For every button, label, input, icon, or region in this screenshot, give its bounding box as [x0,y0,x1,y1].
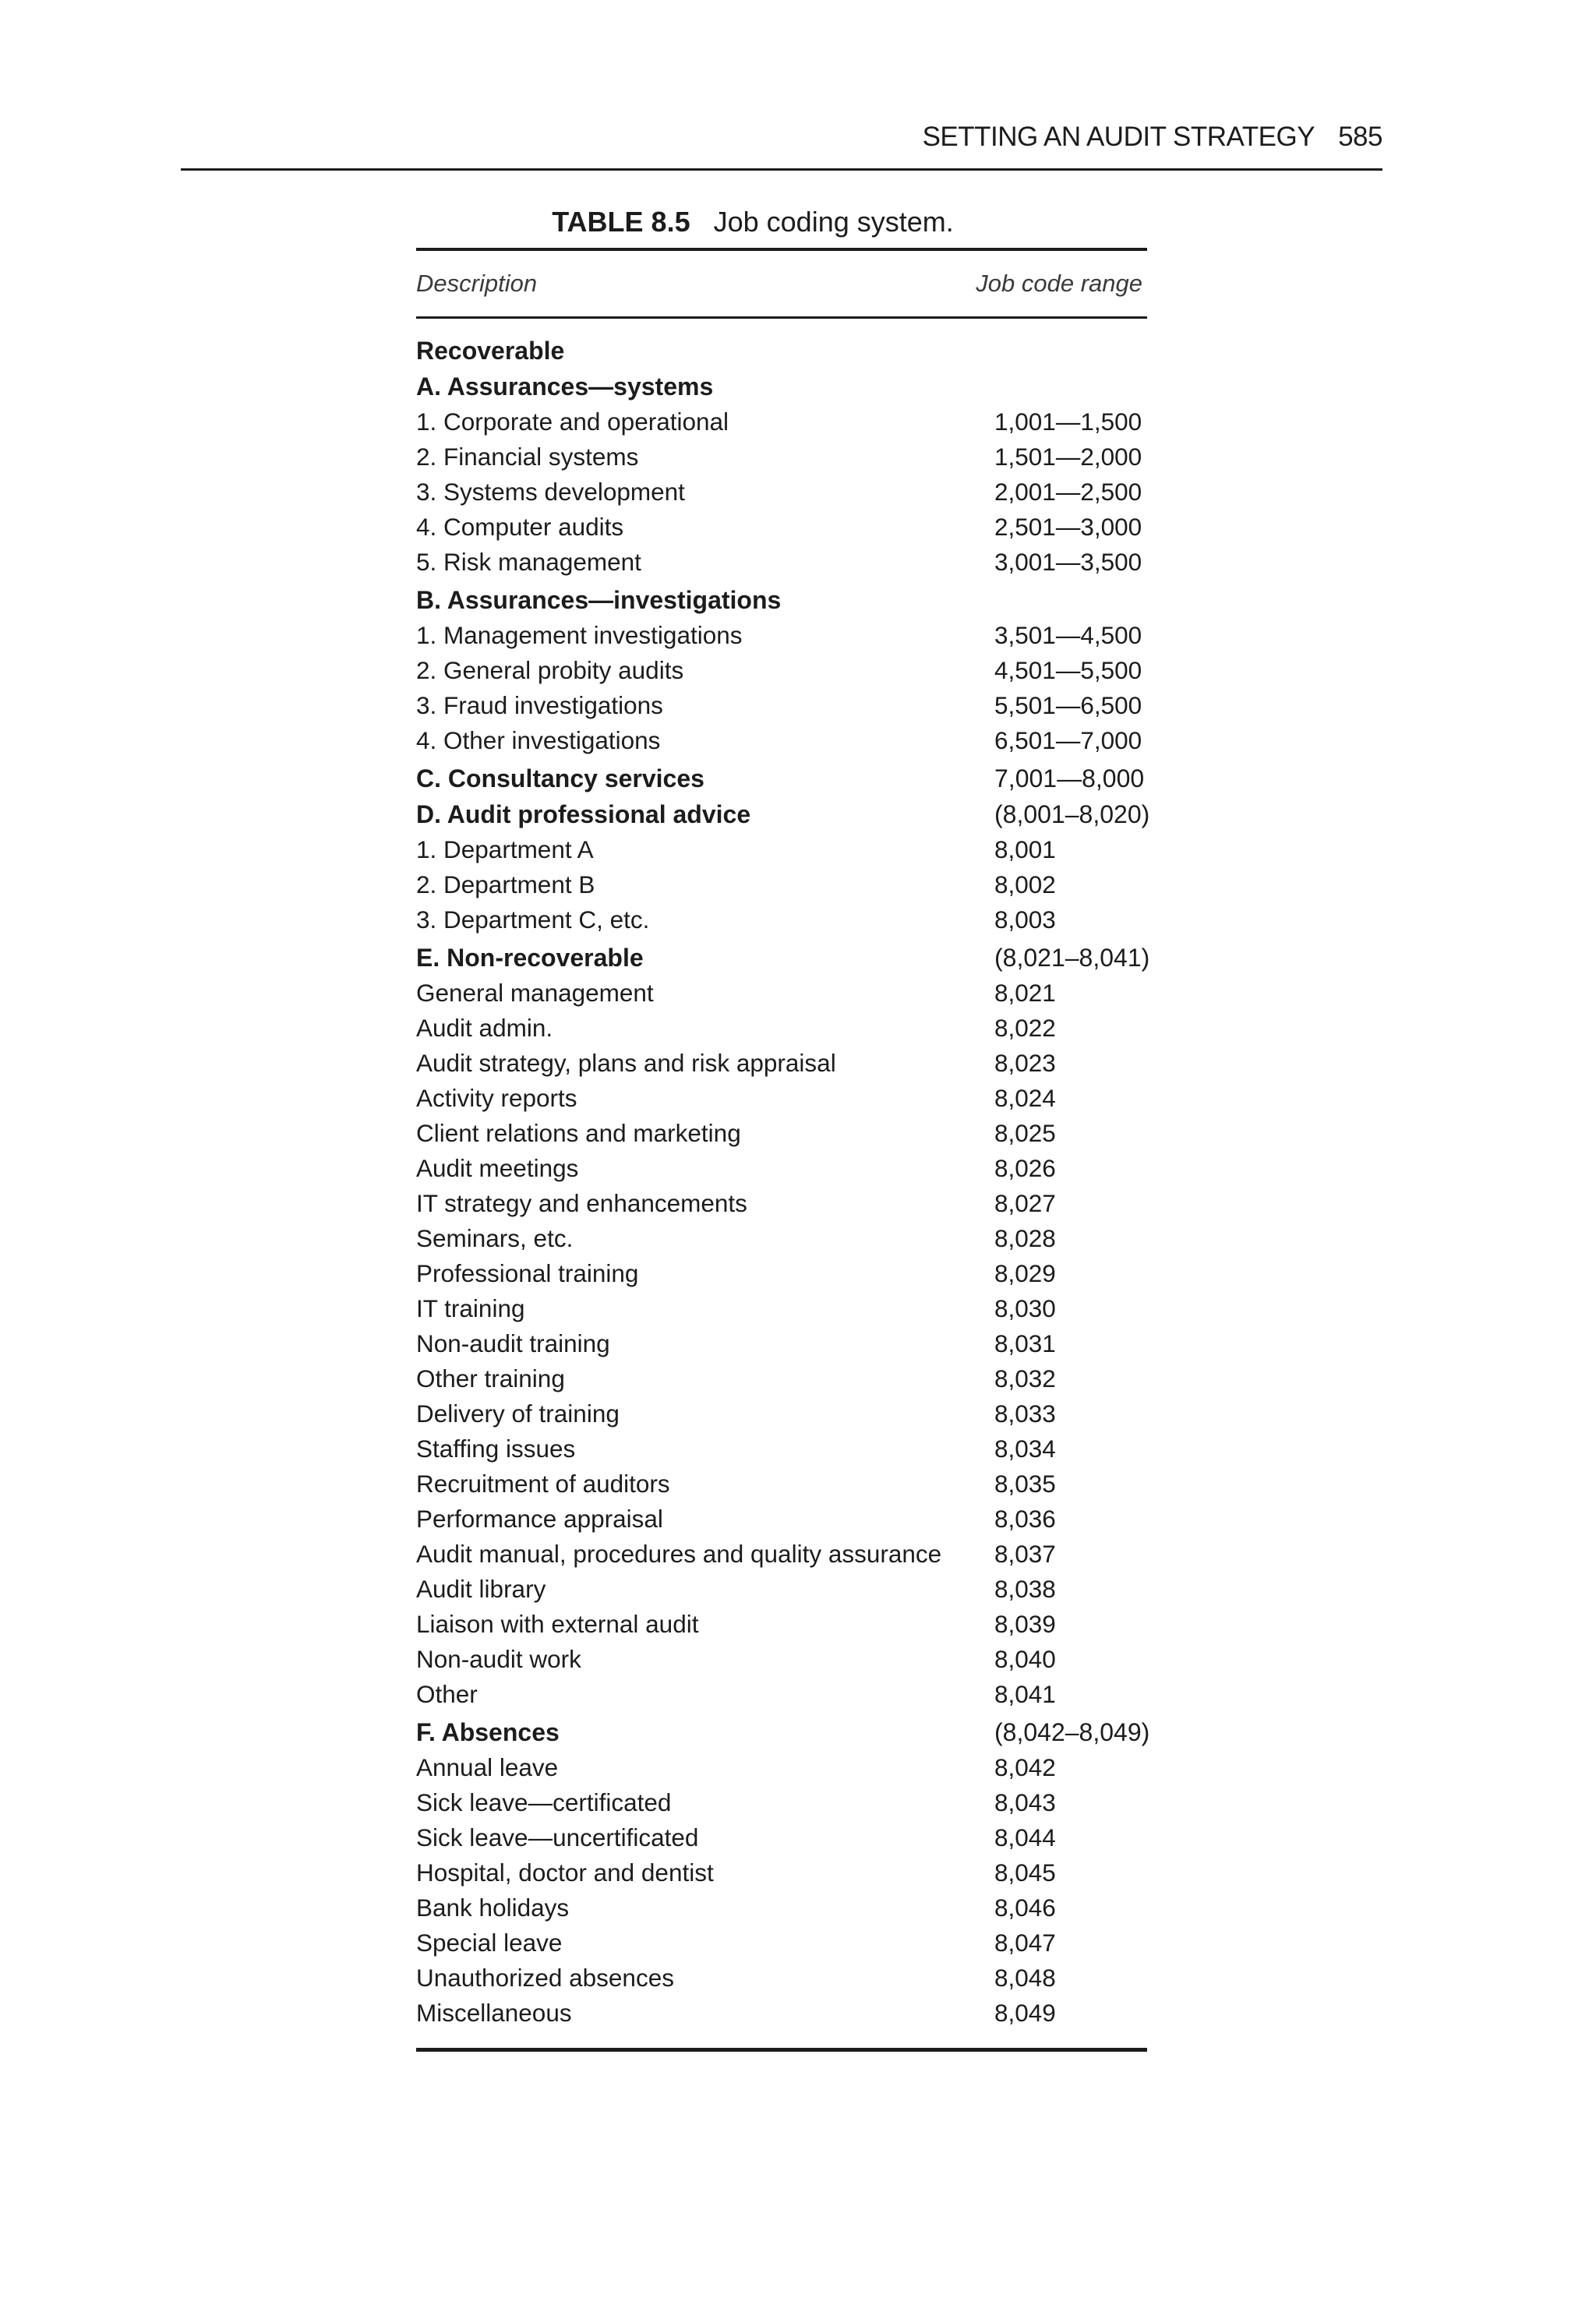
row-description: Sick leave—certificated [416,1788,672,1816]
running-title: SETTING AN AUDIT STRATEGY [922,122,1315,152]
row-job-code: 3,501—4,500 [994,621,1142,649]
row-description: 4. Other investigations [416,726,661,754]
table-section-row [416,796,1150,832]
row-job-code: 8,021 [994,979,1056,1007]
table-row [416,723,1147,758]
row-description: Annual leave [416,1753,559,1781]
table-row [416,1820,1147,1855]
row-job-code: (8,021–8,041) [994,944,1150,972]
table-row [416,618,1147,653]
row-job-code: 7,001—8,000 [994,764,1145,792]
row-job-code: 8,003 [994,905,1056,934]
row-description: 3. Systems development [416,478,685,506]
row-job-code: 2,001—2,500 [994,478,1142,506]
row-description: Hospital, doctor and dentist [416,1858,714,1887]
table-section-row [416,940,1150,976]
table-row [416,404,1147,439]
table-row [416,976,1147,1011]
table-row [416,688,1147,723]
row-description: Special leave [416,1929,563,1957]
row-job-code: 2,501—3,000 [994,513,1142,541]
table-row [416,1607,1147,1642]
row-description: IT strategy and enhancements [416,1189,747,1217]
table-row [416,1925,1147,1961]
table-row [416,439,1147,475]
table-row [416,1996,1147,2031]
header-rule [181,168,1382,171]
row-description: B. Assurances—investigations [416,586,782,614]
table-row [416,1361,1147,1396]
table-section-row [416,369,1147,404]
row-job-code: 8,048 [994,1964,1056,1992]
running-head [181,118,1382,156]
row-description: 4. Computer audits [416,513,624,541]
table-row [416,1221,1147,1256]
row-job-code: 8,022 [994,1014,1056,1042]
table-row [416,1081,1147,1116]
row-description: Non-audit work [416,1645,581,1673]
table-row [416,1642,1147,1677]
table-row [416,1431,1147,1467]
row-description: 1. Department A [416,835,594,863]
row-description: Activity reports [416,1084,577,1112]
table-row [416,1502,1147,1537]
row-description: C. Consultancy services [416,764,704,792]
row-description: Audit library [416,1575,546,1603]
row-description: F. Absences [416,1718,560,1746]
row-description: Bank holidays [416,1894,570,1922]
table-row [416,1046,1147,1081]
row-job-code: 1,501—2,000 [994,443,1142,471]
table-section-row [416,582,1147,618]
table-row [416,510,1147,545]
row-description: 1. Management investigations [416,621,743,649]
table-bottom-rule [416,2048,1147,2052]
row-description: Delivery of training [416,1400,620,1428]
row-job-code: 4,501—5,500 [994,656,1142,684]
table-row [416,1467,1147,1502]
page-number: 585 [1338,122,1382,152]
row-job-code: 8,049 [994,1999,1056,2027]
row-job-code: 8,030 [994,1294,1056,1322]
row-job-code: 8,002 [994,870,1056,898]
row-description: Miscellaneous [416,1999,572,2027]
table-row [416,475,1147,510]
row-description: IT training [416,1294,525,1322]
row-job-code: 8,046 [994,1894,1056,1922]
row-job-code: (8,001–8,020) [994,800,1150,828]
table-row [416,1291,1147,1326]
row-job-code: 8,039 [994,1610,1056,1638]
table-row [416,1537,1147,1572]
row-job-code: 8,032 [994,1364,1056,1392]
table-row [416,545,1147,580]
table-row [416,867,1147,902]
row-job-code: 8,027 [994,1189,1056,1217]
row-job-code: 8,033 [994,1400,1056,1428]
row-description: Audit admin. [416,1014,553,1042]
row-description: 1. Corporate and operational [416,408,729,436]
row-job-code: 8,047 [994,1929,1056,1957]
row-description: 5. Risk management [416,548,641,576]
row-description: Sick leave—uncertificated [416,1823,699,1851]
row-job-code: (8,042–8,049) [994,1718,1150,1746]
column-header-job-code: Job code range [976,270,1142,297]
row-job-code: 1,001—1,500 [994,408,1142,436]
table-caption-text: Job coding system. [713,206,954,238]
row-job-code: 8,045 [994,1858,1056,1887]
table-column-headers [416,251,1147,316]
table-section-row [416,1714,1150,1750]
row-description: 2. Department B [416,870,595,898]
row-job-code: 8,041 [994,1680,1056,1708]
row-description: Audit strategy, plans and risk appraisal [416,1049,836,1077]
row-description: D. Audit professional advice [416,800,751,828]
row-description: Performance appraisal [416,1505,663,1533]
table-caption-label: TABLE 8.5 [552,206,690,238]
row-job-code: 8,036 [994,1505,1056,1533]
table-row [416,1572,1147,1607]
row-description: 3. Fraud investigations [416,691,663,719]
table-row [416,1677,1147,1712]
row-job-code: 8,029 [994,1259,1056,1287]
row-description: 2. Financial systems [416,443,639,471]
table-row [416,1186,1147,1221]
row-description: Other training [416,1364,565,1392]
row-description: 2. General probity audits [416,656,684,684]
row-job-code: 6,501—7,000 [994,726,1142,754]
table-row [416,1116,1147,1151]
row-description: Audit manual, procedures and quality assurance [416,1540,942,1568]
row-description: Seminars, etc. [416,1224,574,1252]
table-section-row [416,333,1147,369]
row-job-code: 8,028 [994,1224,1056,1252]
row-description: Staffing issues [416,1435,576,1463]
table-row [416,1961,1147,1996]
row-job-code: 8,026 [994,1154,1056,1182]
row-description: Professional training [416,1259,639,1287]
row-job-code: 8,025 [994,1119,1056,1147]
row-description: A. Assurances—systems [416,372,714,401]
row-description: Recruitment of auditors [416,1470,670,1498]
column-header-description: Description [416,270,538,297]
table-row [416,902,1147,937]
table-caption [416,201,1147,243]
row-job-code: 8,044 [994,1823,1056,1851]
table-row [416,1785,1147,1820]
row-description: Unauthorized absences [416,1964,674,1992]
table-row [416,832,1147,867]
row-job-code: 8,001 [994,835,1056,863]
table-row [416,1890,1147,1925]
row-job-code: 5,501—6,500 [994,691,1142,719]
row-job-code: 8,037 [994,1540,1056,1568]
row-job-code: 8,043 [994,1788,1056,1816]
row-job-code: 8,038 [994,1575,1056,1603]
table-row [416,1011,1147,1046]
table-row [416,1855,1147,1890]
row-description: Client relations and marketing [416,1119,741,1147]
row-job-code: 3,001—3,500 [994,548,1142,576]
table-section-row [416,761,1147,796]
row-job-code: 8,023 [994,1049,1056,1077]
table-row [416,1151,1147,1186]
row-description: Non-audit training [416,1329,610,1357]
row-job-code: 8,024 [994,1084,1056,1112]
row-description: 3. Department C, etc. [416,905,650,934]
row-description: General management [416,979,654,1007]
row-description: Other [416,1680,478,1708]
row-job-code: 8,034 [994,1435,1056,1463]
row-job-code: 8,040 [994,1645,1056,1673]
row-description: Liaison with external audit [416,1610,699,1638]
table-row [416,653,1147,688]
table-body [416,319,1150,2031]
table-row [416,1256,1147,1291]
row-job-code: 8,035 [994,1470,1056,1498]
table-row [416,1396,1147,1431]
job-coding-table [416,201,1150,2052]
table-row [416,1750,1147,1785]
row-job-code: 8,042 [994,1753,1056,1781]
table-row [416,1326,1147,1361]
row-description: Audit meetings [416,1154,579,1182]
row-description: E. Non-recoverable [416,944,644,972]
row-job-code: 8,031 [994,1329,1056,1357]
row-description: Recoverable [416,337,565,365]
